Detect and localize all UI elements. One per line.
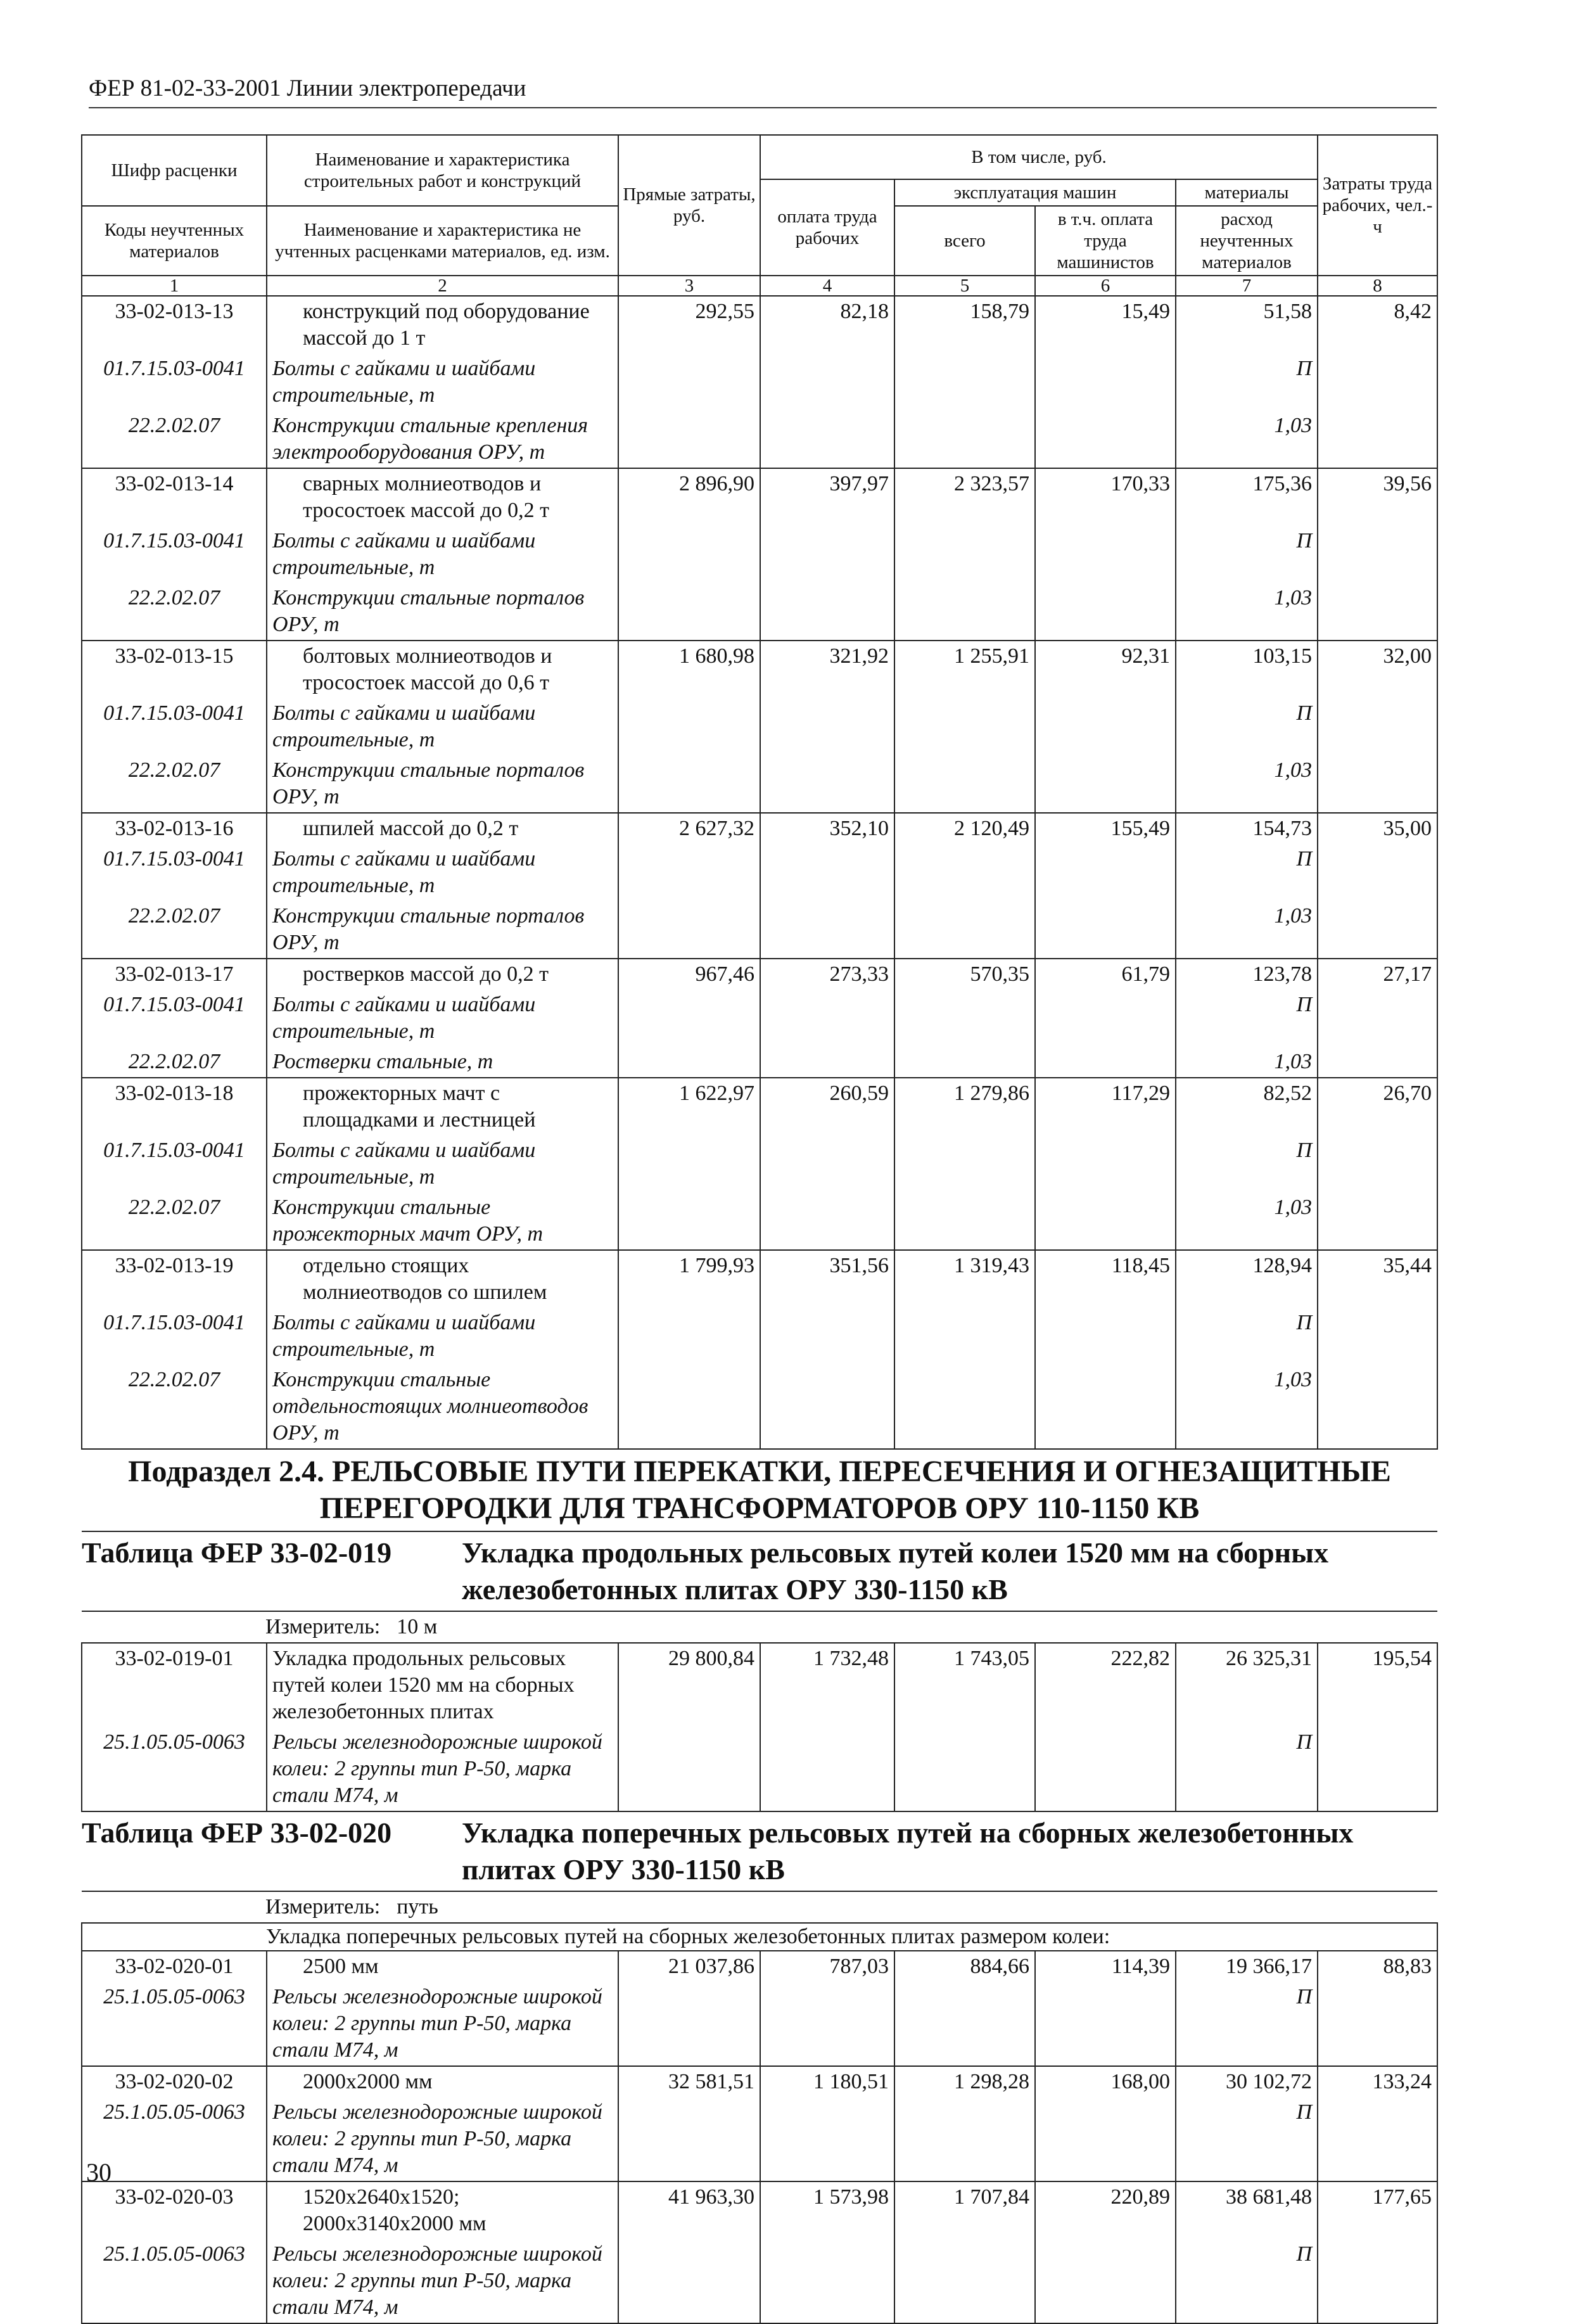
col-num: 6 xyxy=(1035,276,1176,296)
value-labor: 397,97 xyxy=(760,468,894,641)
value-direct: 1 799,93 xyxy=(618,1250,760,1449)
value-materials: 30 102,72 xyxy=(1176,2066,1318,2097)
value-mach: 884,66 xyxy=(894,1951,1035,2066)
material-name: Конструкции стальные порталов ОРУ, т xyxy=(267,755,618,813)
material-consumption: 1,03 xyxy=(1176,411,1318,468)
col-code2-header: Коды неучтенных материалов xyxy=(82,206,267,276)
value-hours: 26,70 xyxy=(1318,1078,1437,1250)
material-name: Конструкции стальные прожекторных мачт ОРУ, т xyxy=(267,1192,618,1250)
value-hours: 88,83 xyxy=(1318,1951,1437,2066)
value-materials: 38 681,48 xyxy=(1176,2181,1318,2239)
material-name: Болты с гайками и шайбами строительные, т xyxy=(267,990,618,1047)
material-consumption: 1,03 xyxy=(1176,901,1318,959)
value-direct: 967,46 xyxy=(618,959,760,1078)
header-row xyxy=(82,135,1437,179)
material-consumption: 1,03 xyxy=(1176,1047,1318,1078)
subsection-row xyxy=(82,1449,1437,1531)
col-labor-header: оплата труда рабочих xyxy=(760,179,894,276)
table-row xyxy=(82,959,1437,990)
table-title-row xyxy=(82,1811,1437,1891)
material-consumption: П xyxy=(1176,2239,1318,2323)
rate-name: отдельно стоящих молниеотводов со шпилем xyxy=(267,1250,618,1308)
table-row xyxy=(82,1951,1437,1982)
material-code: 25.1.05.05-0063 xyxy=(82,1982,267,2066)
col-num: 5 xyxy=(894,276,1035,296)
col-num: 4 xyxy=(760,276,894,296)
table-row xyxy=(82,813,1437,844)
col-mat-cons-header: расход неучтенных материалов xyxy=(1176,206,1318,276)
value-hours: 133,24 xyxy=(1318,2066,1437,2181)
table-row xyxy=(82,468,1437,526)
material-consumption: 1,03 xyxy=(1176,583,1318,641)
value-direct: 21 037,86 xyxy=(618,1951,760,2066)
measure-value: путь xyxy=(397,1895,438,1919)
material-consumption: 1,03 xyxy=(1176,755,1318,813)
material-consumption: П xyxy=(1176,1308,1318,1365)
col-mach-labor-header: в т.ч. оплата труда машинистов xyxy=(1035,206,1176,276)
table-name: Укладка поперечных рельсовых путей на сборных железобетонных плитах ОРУ 330-1150 кВ xyxy=(462,1816,1354,1886)
value-materials: 128,94 xyxy=(1176,1250,1318,1308)
table-code: Таблица ФЕР 33-02-020 xyxy=(82,1816,392,1849)
material-name: Болты с гайками и шайбами строительные, т xyxy=(267,526,618,583)
material-name: Конструкции стальные порталов ОРУ, т xyxy=(267,583,618,641)
material-code: 22.2.02.07 xyxy=(82,901,267,959)
value-direct: 32 581,51 xyxy=(618,2066,760,2181)
table-note: Укладка поперечных рельсовых путей на сборных железобетонных плитах размером колеи: xyxy=(82,1923,1437,1951)
value-direct: 2 896,90 xyxy=(618,468,760,641)
value-hours: 35,00 xyxy=(1318,813,1437,959)
material-name: Болты с гайками и шайбами строительные, т xyxy=(267,698,618,755)
table-row xyxy=(82,1643,1437,1727)
value-direct: 29 800,84 xyxy=(618,1643,760,1811)
rate-code: 33-02-013-16 xyxy=(82,813,267,844)
value-mach: 570,35 xyxy=(894,959,1035,1078)
material-code: 22.2.02.07 xyxy=(82,1047,267,1078)
col-name2-header: Наименование и характеристика не учтенных расценками материалов, ед. изм. xyxy=(267,206,618,276)
col-num: 1 xyxy=(82,276,267,296)
page-number: 30 xyxy=(86,2158,111,2187)
material-name: Болты с гайками и шайбами строительные, т xyxy=(267,1308,618,1365)
rate-code: 33-02-013-13 xyxy=(82,296,267,354)
measure-row xyxy=(82,1891,1437,1923)
value-materials: 154,73 xyxy=(1176,813,1318,844)
material-consumption: П xyxy=(1176,354,1318,411)
value-materials: 19 366,17 xyxy=(1176,1951,1318,1982)
value-materials: 51,58 xyxy=(1176,296,1318,354)
column-number-row xyxy=(82,276,1437,296)
rate-code: 33-02-013-19 xyxy=(82,1250,267,1308)
measure-label: Измеритель: xyxy=(265,1615,381,1638)
value-hours: 177,65 xyxy=(1318,2181,1437,2323)
value-mach: 1 298,28 xyxy=(894,2066,1035,2181)
material-name: Конструкции стальные отдельностоящих молниеотводов ОРУ, т xyxy=(267,1365,618,1449)
material-name: Болты с гайками и шайбами строительные, т xyxy=(267,1135,618,1192)
material-name: Болты с гайками и шайбами строительные, т xyxy=(267,844,618,901)
rate-name: 1520x2640x1520; 2000x3140x2000 мм xyxy=(267,2181,618,2239)
material-consumption: П xyxy=(1176,990,1318,1047)
value-mach-labor: 118,45 xyxy=(1035,1250,1176,1449)
material-code: 01.7.15.03-0041 xyxy=(82,1135,267,1192)
material-code: 25.1.05.05-0063 xyxy=(82,2239,267,2323)
rate-name: 2500 мм xyxy=(267,1951,618,1982)
table-row xyxy=(82,2181,1437,2239)
value-mach-labor: 170,33 xyxy=(1035,468,1176,641)
value-mach-labor: 220,89 xyxy=(1035,2181,1176,2323)
table-row xyxy=(82,1250,1437,1308)
table-row xyxy=(82,296,1437,354)
value-mach-labor: 15,49 xyxy=(1035,296,1176,468)
rate-name: Укладка продольных рельсовых путей колеи 1520 мм на сборных железобетонных плитах xyxy=(267,1643,618,1727)
note-row xyxy=(82,1923,1437,1951)
value-mach-labor: 155,49 xyxy=(1035,813,1176,959)
page-header: ФЕР 81-02-33-2001 Линии электропередачи xyxy=(89,75,1437,108)
material-name: Конструкции стальные порталов ОРУ, т xyxy=(267,901,618,959)
material-name: Болты с гайками и шайбами строительные, т xyxy=(267,354,618,411)
material-consumption: 1,03 xyxy=(1176,1365,1318,1449)
rate-code: 33-02-013-14 xyxy=(82,468,267,526)
material-code: 22.2.02.07 xyxy=(82,1365,267,1449)
material-code: 01.7.15.03-0041 xyxy=(82,354,267,411)
rate-name: конструкций под оборудование массой до 1 т xyxy=(267,296,618,354)
value-labor: 787,03 xyxy=(760,1951,894,2066)
material-consumption: 1,03 xyxy=(1176,1192,1318,1250)
table-row xyxy=(82,1078,1437,1135)
value-materials: 82,52 xyxy=(1176,1078,1318,1135)
material-consumption: П xyxy=(1176,844,1318,901)
value-materials: 103,15 xyxy=(1176,641,1318,698)
rate-name: болтовых молниеотводов и тросостоек массой до 0,6 т xyxy=(267,641,618,698)
table-title-row xyxy=(82,1531,1437,1611)
rate-name: шпилей массой до 0,2 т xyxy=(267,813,618,844)
value-hours: 32,00 xyxy=(1318,641,1437,813)
value-materials: 26 325,31 xyxy=(1176,1643,1318,1727)
value-mach: 1 319,43 xyxy=(894,1250,1035,1449)
rate-code: 33-02-013-18 xyxy=(82,1078,267,1135)
value-hours: 39,56 xyxy=(1318,468,1437,641)
value-mach: 158,79 xyxy=(894,296,1035,468)
value-direct: 292,55 xyxy=(618,296,760,468)
material-code: 22.2.02.07 xyxy=(82,755,267,813)
value-labor: 1 573,98 xyxy=(760,2181,894,2323)
value-mach-labor: 114,39 xyxy=(1035,1951,1176,2066)
material-name: Конструкции стальные крепления электрооборудования ОРУ, т xyxy=(267,411,618,468)
rate-code: 33-02-013-15 xyxy=(82,641,267,698)
col-num: 8 xyxy=(1318,276,1437,296)
value-labor: 1 180,51 xyxy=(760,2066,894,2181)
material-code: 22.2.02.07 xyxy=(82,411,267,468)
value-labor: 352,10 xyxy=(760,813,894,959)
col-code-header: Шифр расценки xyxy=(82,135,267,206)
material-consumption: П xyxy=(1176,526,1318,583)
value-labor: 82,18 xyxy=(760,296,894,468)
rate-name: ростверков массой до 0,2 т xyxy=(267,959,618,990)
value-mach-labor: 117,29 xyxy=(1035,1078,1176,1250)
material-name: Рельсы железнодорожные широкой колеи: 2 группы тип Р-50, марка стали М74, м xyxy=(267,1727,618,1811)
material-name: Ростверки стальные, т xyxy=(267,1047,618,1078)
value-direct: 41 963,30 xyxy=(618,2181,760,2323)
col-num: 2 xyxy=(267,276,618,296)
value-mach-labor: 61,79 xyxy=(1035,959,1176,1078)
rate-name: сварных молниеотводов и тросостоек массой до 0,2 т xyxy=(267,468,618,526)
col-incl-header: В том числе, руб. xyxy=(760,135,1318,179)
col-num: 3 xyxy=(618,276,760,296)
rate-name: 2000x2000 мм xyxy=(267,2066,618,2097)
value-materials: 123,78 xyxy=(1176,959,1318,990)
value-mach: 1 707,84 xyxy=(894,2181,1035,2323)
material-code: 22.2.02.07 xyxy=(82,1192,267,1250)
col-hours-header: Затраты труда рабочих, чел.-ч xyxy=(1318,135,1437,276)
col-machines-header: эксплуатация машин xyxy=(894,179,1176,206)
value-mach: 1 279,86 xyxy=(894,1078,1035,1250)
table-row xyxy=(82,641,1437,698)
value-mach: 2 120,49 xyxy=(894,813,1035,959)
material-name: Рельсы железнодорожные широкой колеи: 2 группы тип Р-50, марка стали М74, м xyxy=(267,1982,618,2066)
value-labor: 351,56 xyxy=(760,1250,894,1449)
rate-code: 33-02-020-01 xyxy=(82,1951,267,1982)
rate-code: 33-02-013-17 xyxy=(82,959,267,990)
value-mach: 1 255,91 xyxy=(894,641,1035,813)
material-code: 25.1.05.05-0063 xyxy=(82,1727,267,1811)
value-materials: 175,36 xyxy=(1176,468,1318,526)
material-name: Рельсы железнодорожные широкой колеи: 2 группы тип Р-50, марка стали М74, м xyxy=(267,2239,618,2323)
value-hours: 195,54 xyxy=(1318,1643,1437,1811)
material-consumption: П xyxy=(1176,1727,1318,1811)
material-code: 01.7.15.03-0041 xyxy=(82,844,267,901)
material-consumption: П xyxy=(1176,2097,1318,2181)
material-code: 22.2.02.07 xyxy=(82,583,267,641)
value-labor: 321,92 xyxy=(760,641,894,813)
measure-label: Измеритель: xyxy=(265,1895,381,1919)
col-num: 7 xyxy=(1176,276,1318,296)
price-table xyxy=(81,134,1438,2324)
value-labor: 273,33 xyxy=(760,959,894,1078)
value-mach-labor: 222,82 xyxy=(1035,1643,1176,1811)
col-name-header: Наименование и характеристика строительных работ и конструкций xyxy=(267,135,618,206)
measure-row xyxy=(82,1611,1437,1643)
material-consumption: П xyxy=(1176,1135,1318,1192)
material-name: Рельсы железнодорожные широкой колеи: 2 группы тип Р-50, марка стали М74, м xyxy=(267,2097,618,2181)
table-name: Укладка продольных рельсовых путей колеи 1520 мм на сборных железобетонных плитах ОРУ 330-1150 кВ xyxy=(462,1536,1329,1606)
value-mach: 1 743,05 xyxy=(894,1643,1035,1811)
material-code: 01.7.15.03-0041 xyxy=(82,990,267,1047)
value-direct: 2 627,32 xyxy=(618,813,760,959)
value-mach-labor: 168,00 xyxy=(1035,2066,1176,2181)
material-consumption: П xyxy=(1176,1982,1318,2066)
subsection-title: Подраздел 2.4. РЕЛЬСОВЫЕ ПУТИ ПЕРЕКАТКИ, ПЕРЕСЕЧЕНИЯ И ОГНЕЗАЩИТНЫЕ ПЕРЕГОРОДКИ ДЛЯ ТРАНСФОРМАТОРОВ ОРУ 110-1150 КВ xyxy=(82,1449,1437,1531)
rate-code: 33-02-019-01 xyxy=(82,1643,267,1727)
material-code: 01.7.15.03-0041 xyxy=(82,1308,267,1365)
value-direct: 1 622,97 xyxy=(618,1078,760,1250)
col-direct-header: Прямые затраты, руб. xyxy=(618,135,760,276)
rate-name: прожекторных мачт с площадками и лестницей xyxy=(267,1078,618,1135)
rate-code: 33-02-020-03 xyxy=(82,2181,267,2239)
table-code: Таблица ФЕР 33-02-019 xyxy=(82,1536,392,1569)
value-hours: 8,42 xyxy=(1318,296,1437,468)
value-hours: 35,44 xyxy=(1318,1250,1437,1449)
material-consumption: П xyxy=(1176,698,1318,755)
table-row xyxy=(82,2066,1437,2097)
material-code: 01.7.15.03-0041 xyxy=(82,698,267,755)
measure-value: 10 м xyxy=(397,1615,438,1638)
material-code: 25.1.05.05-0063 xyxy=(82,2097,267,2181)
col-mach-total-header: всего xyxy=(894,206,1035,276)
value-mach-labor: 92,31 xyxy=(1035,641,1176,813)
value-hours: 27,17 xyxy=(1318,959,1437,1078)
material-code: 01.7.15.03-0041 xyxy=(82,526,267,583)
value-labor: 260,59 xyxy=(760,1078,894,1250)
value-mach: 2 323,57 xyxy=(894,468,1035,641)
value-labor: 1 732,48 xyxy=(760,1643,894,1811)
col-materials-header: материалы xyxy=(1176,179,1318,206)
rate-code: 33-02-020-02 xyxy=(82,2066,267,2097)
value-direct: 1 680,98 xyxy=(618,641,760,813)
